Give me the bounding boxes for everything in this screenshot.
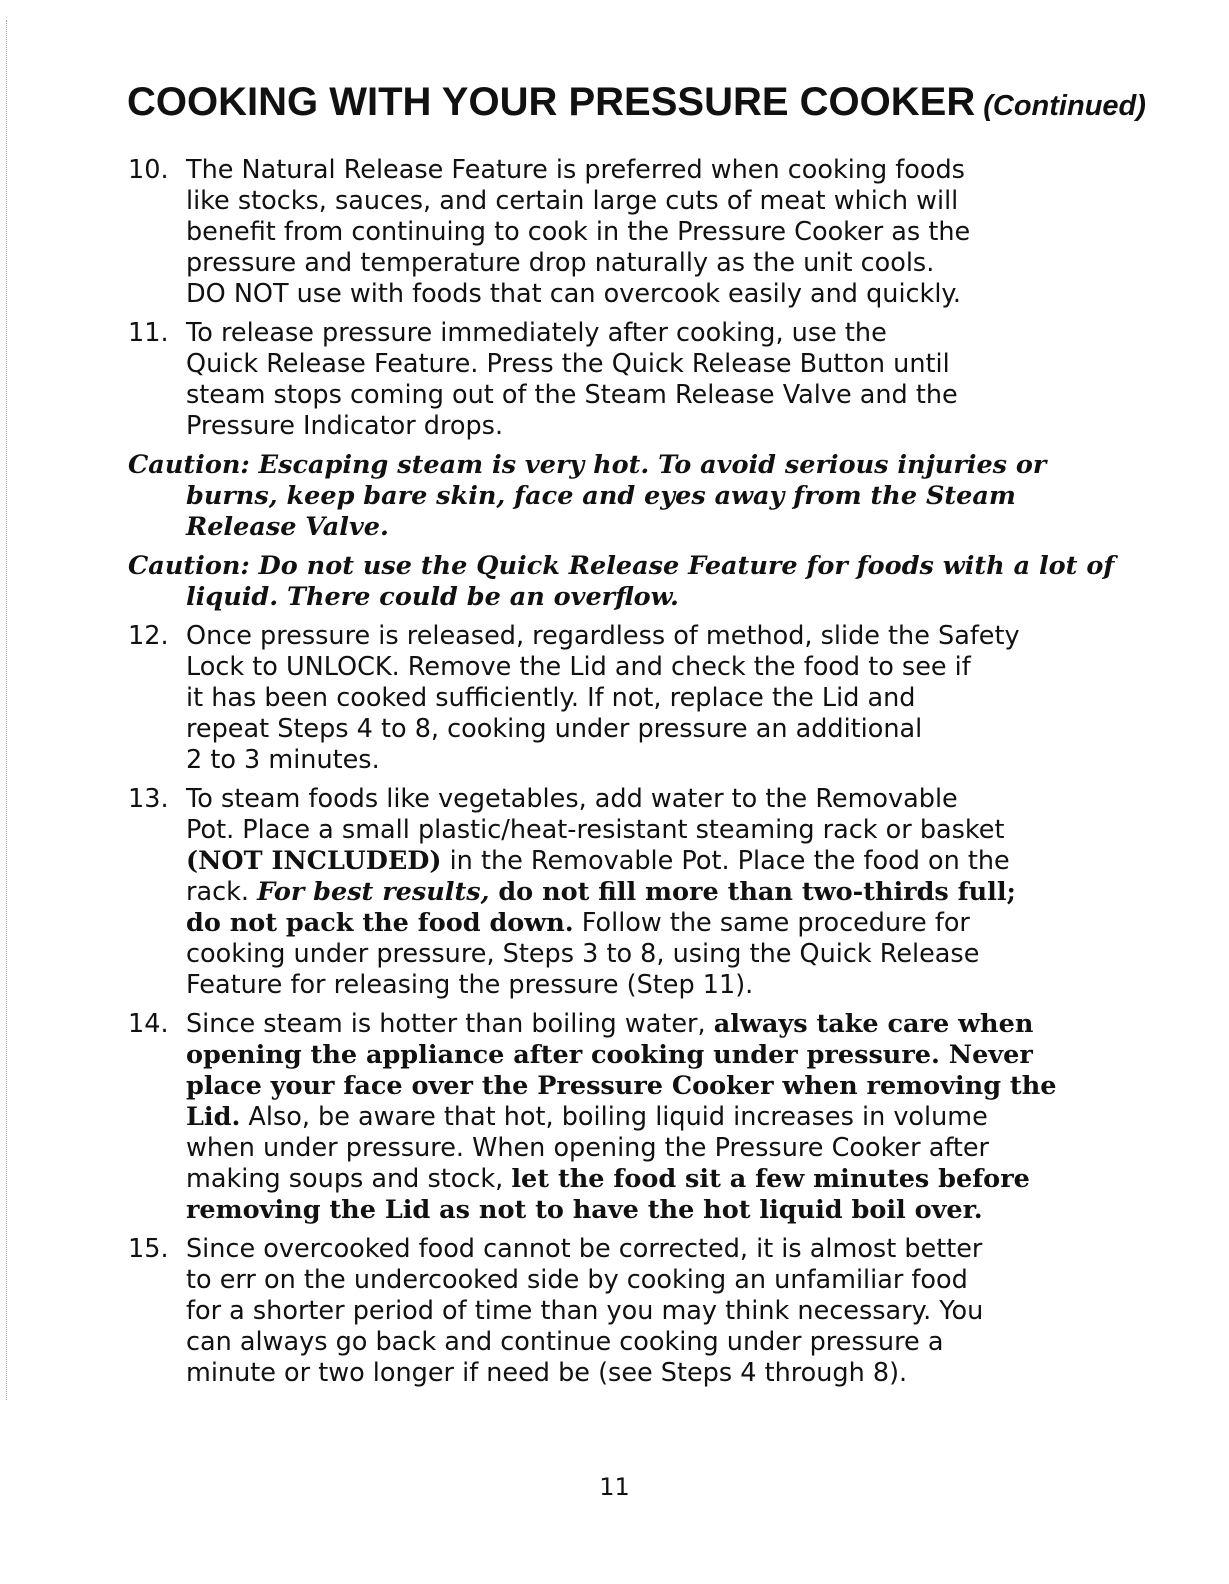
step-text-part: Since steam is hotter than boiling water,: [186, 1009, 714, 1039]
caution-steam-hot: [128, 450, 1118, 543]
step-text: To release pressure immediately after cooking, use the Quick Release Feature. Press the Quick Release Button until steam stops coming out of the Steam Release Valve and the Pressure Indicator drops.: [186, 318, 958, 441]
step-15: [128, 1234, 1118, 1389]
step-text: Once pressure is released, regardless of method, slide the Safety Lock to UNLOCK. Remove the Lid and check the food to see if it has been cooked sufficiently. If not, replace the Lid and repeat Steps 4 to 8, cooking under pressure an additional 2 to 3 minutes.: [186, 621, 1020, 775]
scan-edge-line: [6, 20, 7, 1400]
step-text-bold: always take care when opening the appliance after cooking under pressure. Never place your face over the Pressure Cooker when removing the Lid.: [186, 1009, 1057, 1132]
step-number: 13.: [128, 784, 169, 814]
step-number: 14.: [128, 1009, 169, 1039]
instructions-list: [128, 155, 1118, 1397]
step-10: [128, 155, 1118, 310]
step-number: 12.: [128, 621, 169, 651]
caution-text: Caution: Do not use the Quick Release Feature for foods with a lot of liquid. There could be an overflow.: [128, 551, 1115, 612]
step-number: 15.: [128, 1234, 169, 1264]
step-text-bold: do not fill more than two-thirds full; do not pack the food down.: [186, 877, 1016, 938]
step-text: [186, 784, 1118, 1001]
page-title-text: COOKING WITH YOUR PRESSURE COOKER: [127, 80, 976, 124]
step-text-part: Follow the same procedure for cooking under pressure, Steps 3 to 8, using the Quick Release Feature for releasing the pressure (Step 11).: [186, 908, 980, 1000]
step-text: Since overcooked food cannot be corrected, it is almost better to err on the undercooked side by cooking an unfamiliar food for a shorter period of time than you may think necessary. You can always go back and continue cooking under pressure a minute or two longer if need be (see Steps 4 through 8).: [186, 1234, 984, 1388]
step-number: 10.: [128, 155, 169, 185]
step-text: The Natural Release Feature is preferred when cooking foods like stocks, sauces, and certain large cuts of meat which will benefit from continuing to cook in the Pressure Cooker as the pressure and temperature drop naturally as the unit cools. DO NOT use with foods that can overcook easily and quickly.: [186, 155, 971, 309]
page-number: 11: [599, 1473, 630, 1501]
caution-quick-release: [128, 551, 1118, 613]
step-14: [128, 1009, 1118, 1226]
step-13: [128, 784, 1118, 1001]
step-text: [186, 1009, 1118, 1226]
step-11: [128, 318, 1118, 442]
step-12: [128, 621, 1118, 776]
step-text-part: in the Removable Pot. Place the food on the rack.: [186, 846, 1010, 907]
step-text-bold: let the food sit a few minutes before removing the Lid as not to have the hot liquid boil over.: [186, 1164, 1030, 1225]
caution-text: Caution: Escaping steam is very hot. To avoid serious injuries or burns, keep bare skin, face and eyes away from the Steam Release Valve.: [128, 450, 1047, 542]
step-text-bold-italic: For best results,: [257, 877, 490, 907]
step-number: 11.: [128, 318, 169, 348]
page-title: [127, 78, 1146, 130]
step-text-bold: (NOT INCLUDED): [186, 846, 442, 876]
step-text-part: Also, be aware that hot, boiling liquid increases in volume when under pressure. When opening the Pressure Cooker after making soups and stock,: [186, 1102, 990, 1194]
step-text-part: To steam foods like vegetables, add water to the Removable Pot. Place a small plastic/heat-resistant steaming rack or basket: [186, 784, 1005, 845]
continued-label: (Continued): [983, 90, 1146, 122]
